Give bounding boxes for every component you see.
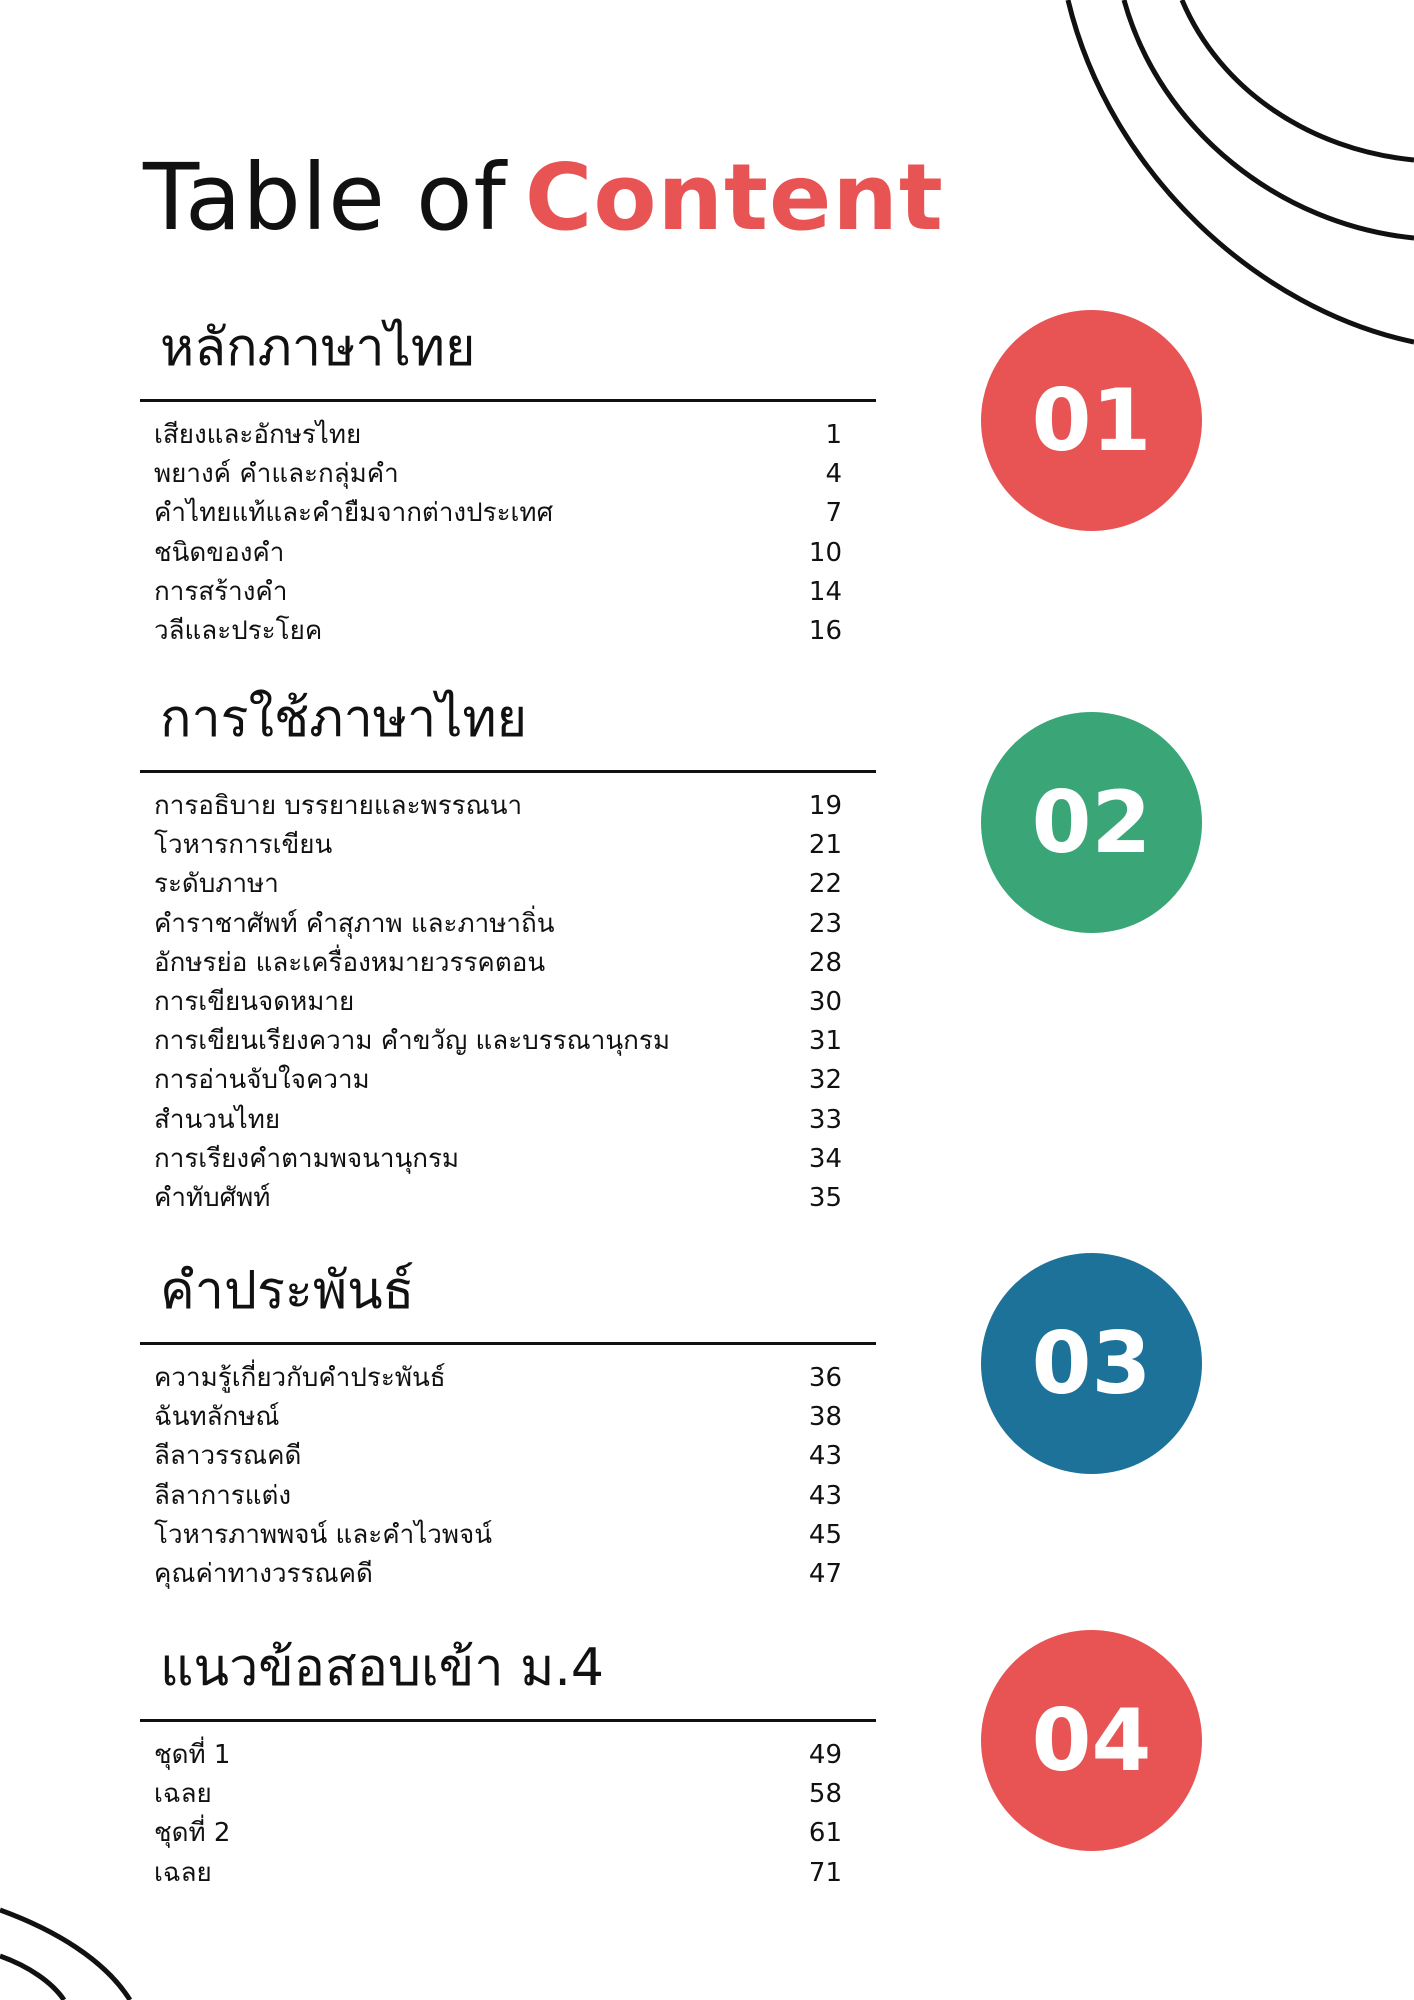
toc-entry[interactable] xyxy=(140,455,876,494)
toc-list xyxy=(140,1345,876,1594)
toc-entry[interactable] xyxy=(140,534,876,573)
toc-entry-page: 38 xyxy=(808,1402,842,1433)
toc-entry-label: ความรู้เกี่ยวกับคำประพันธ์ xyxy=(154,1363,446,1393)
toc-entry[interactable] xyxy=(140,1140,876,1179)
toc-entry[interactable] xyxy=(140,416,876,455)
toc-entry-page: 10 xyxy=(808,537,842,568)
toc-entry-page: 61 xyxy=(808,1818,842,1849)
toc-entry[interactable] xyxy=(140,865,876,904)
toc-entry-page: 23 xyxy=(808,908,842,939)
toc-entry-label: โวหารภาพพจน์ และคำไวพจน์ xyxy=(154,1519,493,1550)
toc-entry-page: 34 xyxy=(808,1143,842,1174)
toc-entry[interactable] xyxy=(140,1022,876,1061)
toc-entry-page: 7 xyxy=(825,498,842,529)
section-number-badge-1: 01 xyxy=(981,310,1202,531)
toc-entry-page: 32 xyxy=(808,1065,842,1096)
toc-entry-label: พยางค์ คำและกลุ่มคำ xyxy=(154,459,399,490)
toc-section-1 xyxy=(140,297,876,651)
toc-entry[interactable] xyxy=(140,494,876,533)
title-plain: Table of xyxy=(143,144,507,251)
toc-entry-label: การสร้างคำ xyxy=(154,576,288,607)
toc-entry-label: การเขียนเรียงความ คำขวัญ และบรรณานุกรม xyxy=(154,1026,670,1057)
toc-entry-page: 19 xyxy=(808,791,842,821)
toc-entry-label: เฉลย xyxy=(154,1779,212,1810)
toc-entry-page: 33 xyxy=(808,1104,842,1135)
section-heading: คำประพันธ์ xyxy=(160,1261,415,1321)
top-right-arc-middle xyxy=(1124,0,1414,238)
toc-entry[interactable] xyxy=(140,787,876,826)
toc-entry-page: 35 xyxy=(808,1182,842,1213)
toc-entry-label: ชุดที่ 2 xyxy=(154,1818,231,1849)
toc-entry[interactable] xyxy=(140,983,876,1022)
toc-entry-page: 43 xyxy=(808,1480,842,1511)
toc-entry[interactable] xyxy=(140,1061,876,1100)
toc-entry-label: คำราชาศัพท์ คำสุภาพ และภาษาถิ่น xyxy=(154,908,555,939)
toc-entry-label: เสียงและอักษรไทย xyxy=(154,420,362,450)
toc-entry-label: อักษรย่อ และเครื่องหมายวรรคตอน xyxy=(154,947,546,978)
toc-entry[interactable] xyxy=(140,905,876,944)
toc-entry-page: 49 xyxy=(808,1740,842,1770)
toc-entry-label: คำทับศัพท์ xyxy=(154,1182,271,1213)
section-heading: การใช้ภาษาไทย xyxy=(160,689,528,749)
toc-entry[interactable] xyxy=(140,1516,876,1555)
toc-list xyxy=(140,402,876,651)
toc-list xyxy=(140,1722,876,1893)
bottom-left-arc-inner xyxy=(0,1956,64,2000)
toc-entry-label: ชุดที่ 1 xyxy=(154,1740,231,1770)
toc-entry-page: 36 xyxy=(808,1363,842,1393)
toc-entry[interactable] xyxy=(140,1101,876,1140)
toc-entry-label: การเรียงคำตามพจนานุกรม xyxy=(154,1143,460,1174)
section-number-badge-2: 02 xyxy=(981,712,1202,933)
section-number-badge-3: 03 xyxy=(981,1253,1202,1474)
toc-entry-label: ชนิดของคำ xyxy=(154,537,285,568)
toc-entry[interactable] xyxy=(140,1555,876,1594)
toc-entry-page: 58 xyxy=(808,1779,842,1810)
toc-entry-label: ลีลาการแต่ง xyxy=(154,1480,292,1511)
toc-entry-page: 43 xyxy=(808,1441,842,1472)
toc-entry[interactable] xyxy=(140,1736,876,1775)
toc-entry-page: 16 xyxy=(808,615,842,646)
toc-entry[interactable] xyxy=(140,1775,876,1814)
toc-entry[interactable] xyxy=(140,1477,876,1516)
toc-entry-page: 21 xyxy=(808,830,842,861)
toc-entry-label: การอ่านจับใจความ xyxy=(154,1065,370,1096)
toc-entry-label: โวหารการเขียน xyxy=(154,830,333,861)
toc-entry-page: 22 xyxy=(808,869,842,900)
toc-entry-page: 1 xyxy=(825,420,842,450)
toc-entry-page: 47 xyxy=(808,1558,842,1589)
toc-section-3 xyxy=(140,1240,876,1594)
toc-entry-label: วลีและประโยค xyxy=(154,615,323,646)
toc-entry-label: เฉลย xyxy=(154,1857,212,1888)
toc-entry[interactable] xyxy=(140,612,876,651)
toc-entry[interactable] xyxy=(140,1398,876,1437)
toc-entry-page: 4 xyxy=(825,459,842,490)
title-accent: Content xyxy=(524,144,944,251)
section-number-badge-4: 04 xyxy=(981,1630,1202,1851)
toc-entry-page: 28 xyxy=(808,947,842,978)
toc-entry[interactable] xyxy=(140,826,876,865)
toc-entry[interactable] xyxy=(140,1854,876,1893)
toc-entry[interactable] xyxy=(140,1437,876,1476)
toc-entry-page: 71 xyxy=(808,1857,842,1888)
toc-entry-page: 45 xyxy=(808,1519,842,1550)
top-right-arc-inner xyxy=(1182,0,1414,160)
section-heading: แนวข้อสอบเข้า ม.4 xyxy=(160,1638,604,1698)
section-heading: หลักภาษาไทย xyxy=(160,318,476,378)
toc-entry-label: สำนวนไทย xyxy=(154,1104,281,1135)
toc-entry-label: คุณค่าทางวรรณคดี xyxy=(154,1558,373,1589)
toc-entry[interactable] xyxy=(140,573,876,612)
toc-entry-label: ระดับภาษา xyxy=(154,869,279,900)
toc-entry-page: 31 xyxy=(808,1026,842,1057)
toc-entry-page: 14 xyxy=(808,576,842,607)
page-title xyxy=(143,138,944,258)
toc-entry[interactable] xyxy=(140,944,876,983)
toc-entry-page: 30 xyxy=(808,986,842,1017)
toc-entry-label: การเขียนจดหมาย xyxy=(154,986,355,1017)
toc-entry-label: คำไทยแท้และคำยืมจากต่างประเทศ xyxy=(154,498,554,529)
toc-entry[interactable] xyxy=(140,1179,876,1218)
toc-section-2 xyxy=(140,668,876,1218)
toc-entry-label: ฉันทลักษณ์ xyxy=(154,1402,280,1433)
toc-entry-label: ลีลาวรรณคดี xyxy=(154,1441,302,1472)
bottom-left-arc-outer xyxy=(0,1910,130,2000)
toc-entry-label: การอธิบาย บรรยายและพรรณนา xyxy=(154,791,523,821)
toc-list xyxy=(140,773,876,1218)
toc-entry[interactable] xyxy=(140,1814,876,1853)
toc-entry[interactable] xyxy=(140,1359,876,1398)
toc-section-4 xyxy=(140,1617,876,1893)
